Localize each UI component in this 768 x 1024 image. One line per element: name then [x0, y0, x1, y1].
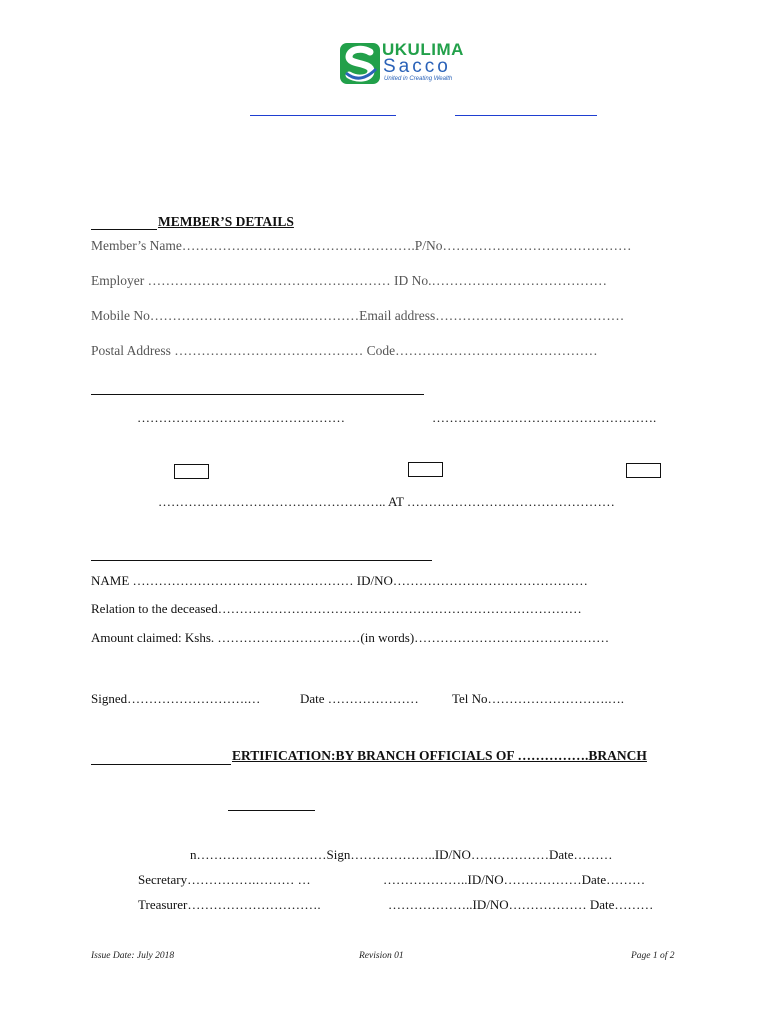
claimant-heading-underline — [91, 560, 432, 561]
amount-claimed-line: Amount claimed: Kshs. ……………………………(in words)……………………………………… — [91, 630, 610, 645]
date-line: Date ………………… — [300, 691, 419, 706]
link-underline-left[interactable] — [250, 115, 396, 116]
treasurer-fields: ………………..ID/NO……………… Date……… — [388, 897, 654, 912]
tel-line: Tel No……………………….…. — [452, 691, 625, 706]
secretary-fields: ………………..ID/NO………………Date……… — [383, 872, 646, 887]
signed-line: Signed……………………….… — [91, 691, 261, 706]
official-row-1: n…………………………Sign………………..ID/NO………………Date……… — [190, 847, 613, 862]
footer-page-number: Page 1 of 2 — [631, 951, 675, 961]
heading-underline-lead — [91, 229, 157, 230]
certification-underline-lead — [91, 764, 231, 765]
postal-line: Postal Address …………………………………… Code……………………………………… — [91, 343, 598, 358]
section2-dots-right: ……………………………………………. — [432, 410, 657, 425]
logo-subtitle: Sacco — [383, 56, 451, 77]
checkbox-1[interactable] — [174, 464, 209, 479]
certification-heading: ERTIFICATION:BY BRANCH OFFICIALS OF …………….BRANCH — [232, 748, 647, 763]
claimant-name-line: NAME …………………………………………… ID/NO……………………………………… — [91, 573, 588, 588]
members-details-heading: MEMBER’S DETAILS — [158, 214, 294, 229]
checkbox-3[interactable] — [626, 463, 661, 478]
secretary-label: Secretary…………….……… … — [138, 872, 311, 887]
section2-dots-left: ………………………………………… — [137, 410, 345, 425]
members-name-line: Member’s Name…………………………………………….P/No…………………………………… — [91, 238, 632, 253]
footer-revision: Revision 01 — [359, 951, 404, 961]
sacco-logo-icon — [340, 43, 380, 84]
link-underline-right[interactable] — [455, 115, 597, 116]
checkbox-2[interactable] — [408, 462, 443, 477]
logo-tagline: United in Creating Wealth — [384, 76, 453, 82]
footer-issue-date: Issue Date: July 2018 — [91, 951, 175, 961]
mobile-line: Mobile No……………………………..…………Email address…………………………………… — [91, 308, 625, 323]
logo-title: UKULIMA — [382, 40, 464, 59]
at-line: …………………………………………….. AT ………………………………………… — [158, 494, 615, 509]
employer-line: Employer ……………………………………………… ID No.………………………………… — [91, 273, 607, 288]
treasurer-label: Treasurer…………………………. — [138, 897, 321, 912]
relation-line: Relation to the deceased………………………………………………………………………… — [91, 601, 582, 616]
section2-heading-underline — [91, 394, 424, 395]
officials-subheading-underline — [228, 810, 315, 811]
